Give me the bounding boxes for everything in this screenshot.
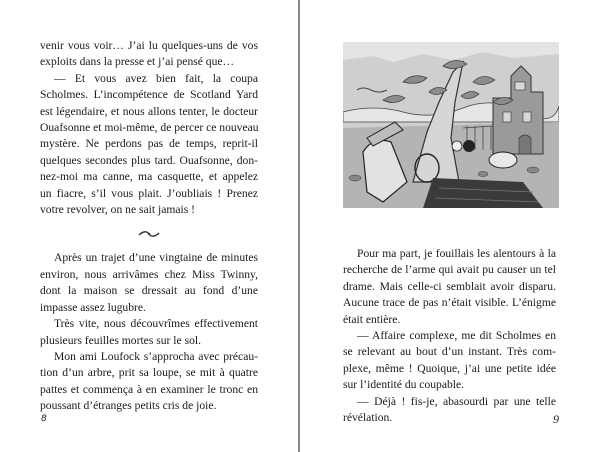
left-text-block-2 [40, 250, 258, 414]
text-line: révélation. [343, 411, 393, 425]
page-number-right: 9 [553, 412, 559, 426]
text-line: exploits dans la presse et j’ai pensé que… [40, 55, 235, 69]
text-line: plusieurs feuilles mortes sur le sol. [40, 333, 201, 347]
text-line: venir vous voir… J’ai lu quelques-uns de vos [40, 39, 258, 52]
text-line: recherche de l’arme qui avait pu causer un tel [343, 263, 556, 277]
text-line: poussant d’étranges petits cris de joie. [40, 399, 217, 413]
text-line: — Affaire complexe, me dit Scholmes en [357, 329, 556, 343]
text-line: Aucune trace de pas n’était visible. L’énigme [343, 296, 556, 310]
fleuron-ornament-icon [40, 222, 258, 246]
text-line: quelques secondes plus tard. Ouafsonne, don- [40, 153, 258, 167]
text-line: dont la maison se dressait au fond d’une [40, 284, 258, 298]
text-line: — Déjà ! fis-je, abasourdi par une telle [357, 394, 556, 408]
text-line: nez-moi ma canne, ma casquette, et appelez [40, 170, 258, 184]
text-line: un fiacre, s’il vous plait. J’oubliais ! Prenez [40, 186, 258, 200]
text-line: environ, nous arrivâmes chez Miss Twinny, [40, 267, 258, 281]
left-text-block-1 [40, 38, 258, 218]
right-text-block [343, 246, 556, 426]
page-number-left: 8 [41, 414, 47, 424]
text-line: — Et vous avez bien fait, la coupa [54, 71, 258, 85]
text-line: était entière. [343, 312, 401, 326]
cartoon-illustration-icon [343, 42, 559, 208]
text-line: drame. Mais celle-ci semblait avoir disparu. [343, 279, 556, 293]
text-line: Ouafsonne et moi-même, de percer ce nouveau [40, 121, 259, 135]
right-page [300, 0, 600, 452]
text-line: Après un trajet d’une vingtaine de minutes [54, 251, 258, 265]
text-line: mystère. Ne perdons pas de temps, reprit-il [40, 137, 258, 151]
text-line: pattes et commença à en examiner le tronc en [40, 382, 258, 396]
left-page-text [40, 38, 258, 415]
right-page-text [343, 246, 556, 426]
text-line: Très vite, nous découvrîmes effectivement [54, 317, 258, 331]
text-line: Pour ma part, je fouillais les alentours à la [357, 247, 556, 260]
text-line: tion d’un arbre, prit sa loupe, se mit à quatre [40, 366, 258, 380]
text-line: est légendaire, et nous allons tenter, le docteur [40, 104, 258, 118]
text-line: se relevant au bout d’un instant. Très com- [343, 345, 556, 359]
text-line: Scholmes. L’incompétence de Scotland Yard [40, 88, 258, 102]
text-line: plexe, même ! Quoique, j’ai une petite idée [343, 361, 556, 375]
left-page [0, 0, 299, 452]
text-line: sur l’identité du coupable. [343, 378, 465, 392]
text-line: impasse assez lugubre. [40, 300, 146, 314]
text-line: votre revolver, on ne sait jamais ! [40, 203, 196, 217]
text-line: Mon ami Loufock s’approcha avec précau- [54, 349, 258, 363]
